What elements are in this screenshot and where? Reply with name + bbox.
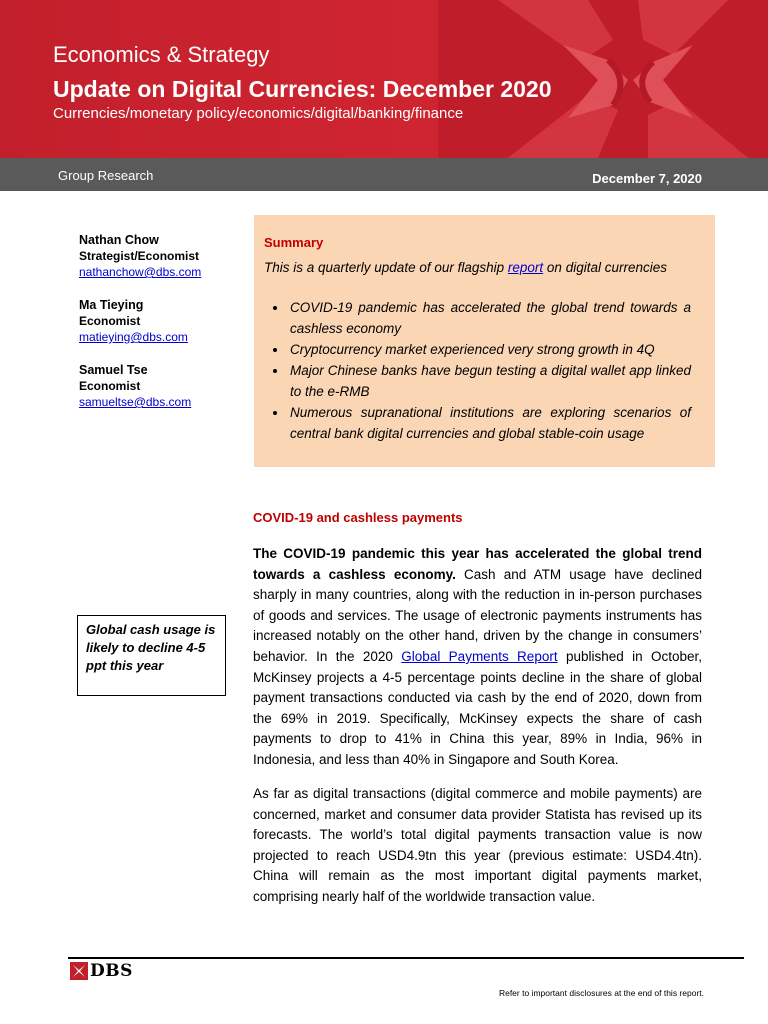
summary-intro-text: This is a quarterly update of our flagship [264, 260, 508, 275]
disclaimer-note: Refer to important disclosures at the end of this report. [498, 988, 704, 998]
summary-intro [264, 260, 691, 275]
body-lead-sentence: The COVID-19 pandemic this year has accelerated the global trend towards a cashless economy. [253, 546, 702, 582]
author-list [79, 232, 239, 427]
summary-bullet: • COVID-19 pandemic has accelerated the global trend towards a cashless economy [288, 297, 691, 339]
author-role: Economist [79, 314, 141, 328]
topic-tags: Currencies/monetary policy/economics/digital/banking/finance [53, 105, 464, 122]
dbs-star-icon [70, 962, 88, 980]
global-payments-report-link[interactable]: Global Payments Report [401, 648, 558, 664]
summary-bullet: • Major Chinese banks have begun testing a digital wallet app linked to the e-RMB [288, 360, 691, 402]
sidebar-callout: Global cash usage is likely to decline 4-5 ppt this year [77, 615, 226, 696]
author-entry [79, 297, 239, 345]
report-link[interactable]: report [507, 260, 544, 275]
author-email-link[interactable]: matieying@dbs.com [79, 330, 188, 344]
dbs-logo [70, 961, 133, 981]
body-paragraph [253, 544, 702, 771]
logo-wordmark: DBS [90, 961, 133, 981]
author-email-link[interactable]: nathanchow@dbs.com [79, 265, 202, 279]
summary-heading: Summary [264, 235, 324, 250]
section-heading: COVID-19 and cashless payments [253, 510, 463, 525]
group-label: Group Research [58, 168, 154, 183]
page-title: Update on Digital Currencies: December 2020 [53, 76, 552, 102]
report-series: Economics & Strategy [53, 42, 270, 67]
author-name: Samuel Tse [79, 363, 148, 377]
author-name: Nathan Chow [79, 233, 159, 247]
author-email-link[interactable]: samueltse@dbs.com [79, 395, 192, 409]
body-paragraph: As far as digital transactions (digital commerce and mobile payments) are concerned, market and consumer data provider Statista has revised up its forecasts. The world’s total digital payments transaction value is now projected to reach USD4.9tn this year (previous estimate: USD4.4tn). China will remain as the most important digital payments market, comprising nearly half of the worldwide transaction value. [253, 786, 702, 904]
summary-bullet: • Cryptocurrency market experienced very strong growth in 4Q [288, 339, 691, 360]
body-text: published in October, McKinsey projects a 4-5 percentage points decline in the share of global payment transactions conducted via cash by the end of 2020, down from the 69% in 2019. Specifically, McKinsey expects the share of cash payments to drop to 41% in China this year, 89% in India, 96% in Indonesia, and less than 40% in Singapore and South Korea. [253, 648, 703, 767]
author-name: Ma Tieying [79, 298, 144, 312]
body-text: Cash and ATM usage have declined sharply in many countries, along with the reduction in in-person purchases of goods and services. The usage of electronic payments instruments has increased notably on the other hand, driven by the change in consumers’ behavior. In the 2020 [253, 566, 702, 664]
author-entry [79, 362, 239, 410]
footer-divider [68, 957, 744, 959]
header-banner [0, 0, 768, 158]
summary-bullet: • Numerous supranational institutions are exploring scenarios of central bank digital currencies and global stable-coin usage [288, 402, 691, 444]
summary-box [254, 215, 715, 467]
report-date: December 7, 2020 [592, 171, 702, 186]
info-bar [0, 158, 768, 191]
author-role: Economist [79, 379, 141, 393]
summary-bullets [264, 297, 691, 444]
summary-intro-text: on digital currencies [543, 260, 667, 275]
author-entry [79, 232, 239, 280]
author-role: Strategist/Economist [79, 249, 200, 263]
